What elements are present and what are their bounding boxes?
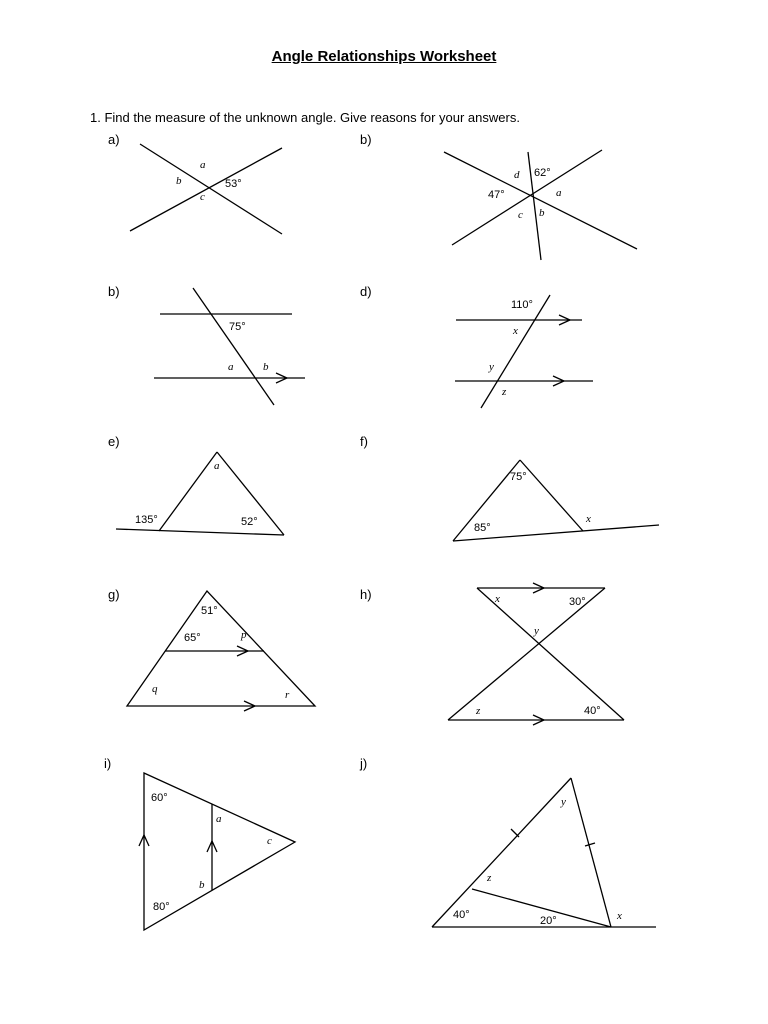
label-a: a) xyxy=(108,132,120,147)
var-y: y xyxy=(489,361,494,373)
question-instruction: 1. Find the measure of the unknown angle. Give reasons for your answers. xyxy=(90,110,520,125)
var-p: p xyxy=(241,629,247,641)
var-a: a xyxy=(214,460,220,472)
angle-135: 135° xyxy=(135,514,158,526)
diagram-j xyxy=(432,778,656,927)
var-z: z xyxy=(487,872,492,884)
var-b: b xyxy=(263,361,269,373)
diagram-i xyxy=(139,773,295,930)
var-x: x xyxy=(617,910,622,922)
var-b: b xyxy=(199,879,205,891)
angle-110: 110° xyxy=(511,299,533,311)
label-f: f) xyxy=(360,434,368,449)
var-b: b xyxy=(539,207,545,219)
angle-51: 51° xyxy=(201,605,218,617)
diagram-b2 xyxy=(154,288,305,405)
angle-52: 52° xyxy=(241,516,258,528)
label-e: e) xyxy=(108,434,120,449)
var-q: q xyxy=(152,683,158,695)
diagram-a xyxy=(130,144,282,234)
label-i: i) xyxy=(104,756,112,771)
diagram-e xyxy=(116,452,284,535)
var-x: x xyxy=(495,593,500,605)
diagram-f xyxy=(453,460,659,541)
angle-62: 62° xyxy=(534,167,551,179)
angle-30: 30° xyxy=(569,596,586,608)
angle-80: 80° xyxy=(153,901,170,913)
var-z: z xyxy=(476,705,481,717)
diagram-h xyxy=(448,583,624,725)
label-g: g) xyxy=(108,587,120,602)
label-b2: b) xyxy=(108,284,120,299)
label-d: d) xyxy=(360,284,372,299)
angle-65: 65° xyxy=(184,632,201,644)
var-c: c xyxy=(267,835,272,847)
diagram-d xyxy=(455,295,593,408)
angle-60: 60° xyxy=(151,792,168,804)
label-b1: b) xyxy=(360,132,372,147)
diagram-b1 xyxy=(444,150,637,260)
angle-53: 53° xyxy=(225,178,242,190)
var-z: z xyxy=(502,386,507,398)
var-y: y xyxy=(561,796,566,808)
angle-75: 75° xyxy=(229,321,246,333)
var-c: c xyxy=(518,209,523,221)
var-a: a xyxy=(228,361,234,373)
var-a: a xyxy=(556,187,562,199)
label-h: h) xyxy=(360,587,372,602)
var-y: y xyxy=(534,625,539,637)
worksheet-title: Angle Relationships Worksheet xyxy=(271,48,497,65)
var-c: c xyxy=(200,191,205,203)
var-a: a xyxy=(216,813,222,825)
var-b: b xyxy=(176,175,182,187)
angle-40: 40° xyxy=(584,705,601,717)
var-x: x xyxy=(586,513,591,525)
diagram-g xyxy=(127,591,315,711)
var-d: d xyxy=(514,169,520,181)
angle-75: 75° xyxy=(510,471,527,483)
angle-47: 47° xyxy=(488,189,505,201)
var-a: a xyxy=(200,159,206,171)
label-j: j) xyxy=(360,756,368,771)
angle-85: 85° xyxy=(474,522,491,534)
var-r: r xyxy=(285,689,290,701)
var-x: x xyxy=(513,325,518,337)
angle-40: 40° xyxy=(453,909,470,921)
angle-20: 20° xyxy=(540,915,557,927)
